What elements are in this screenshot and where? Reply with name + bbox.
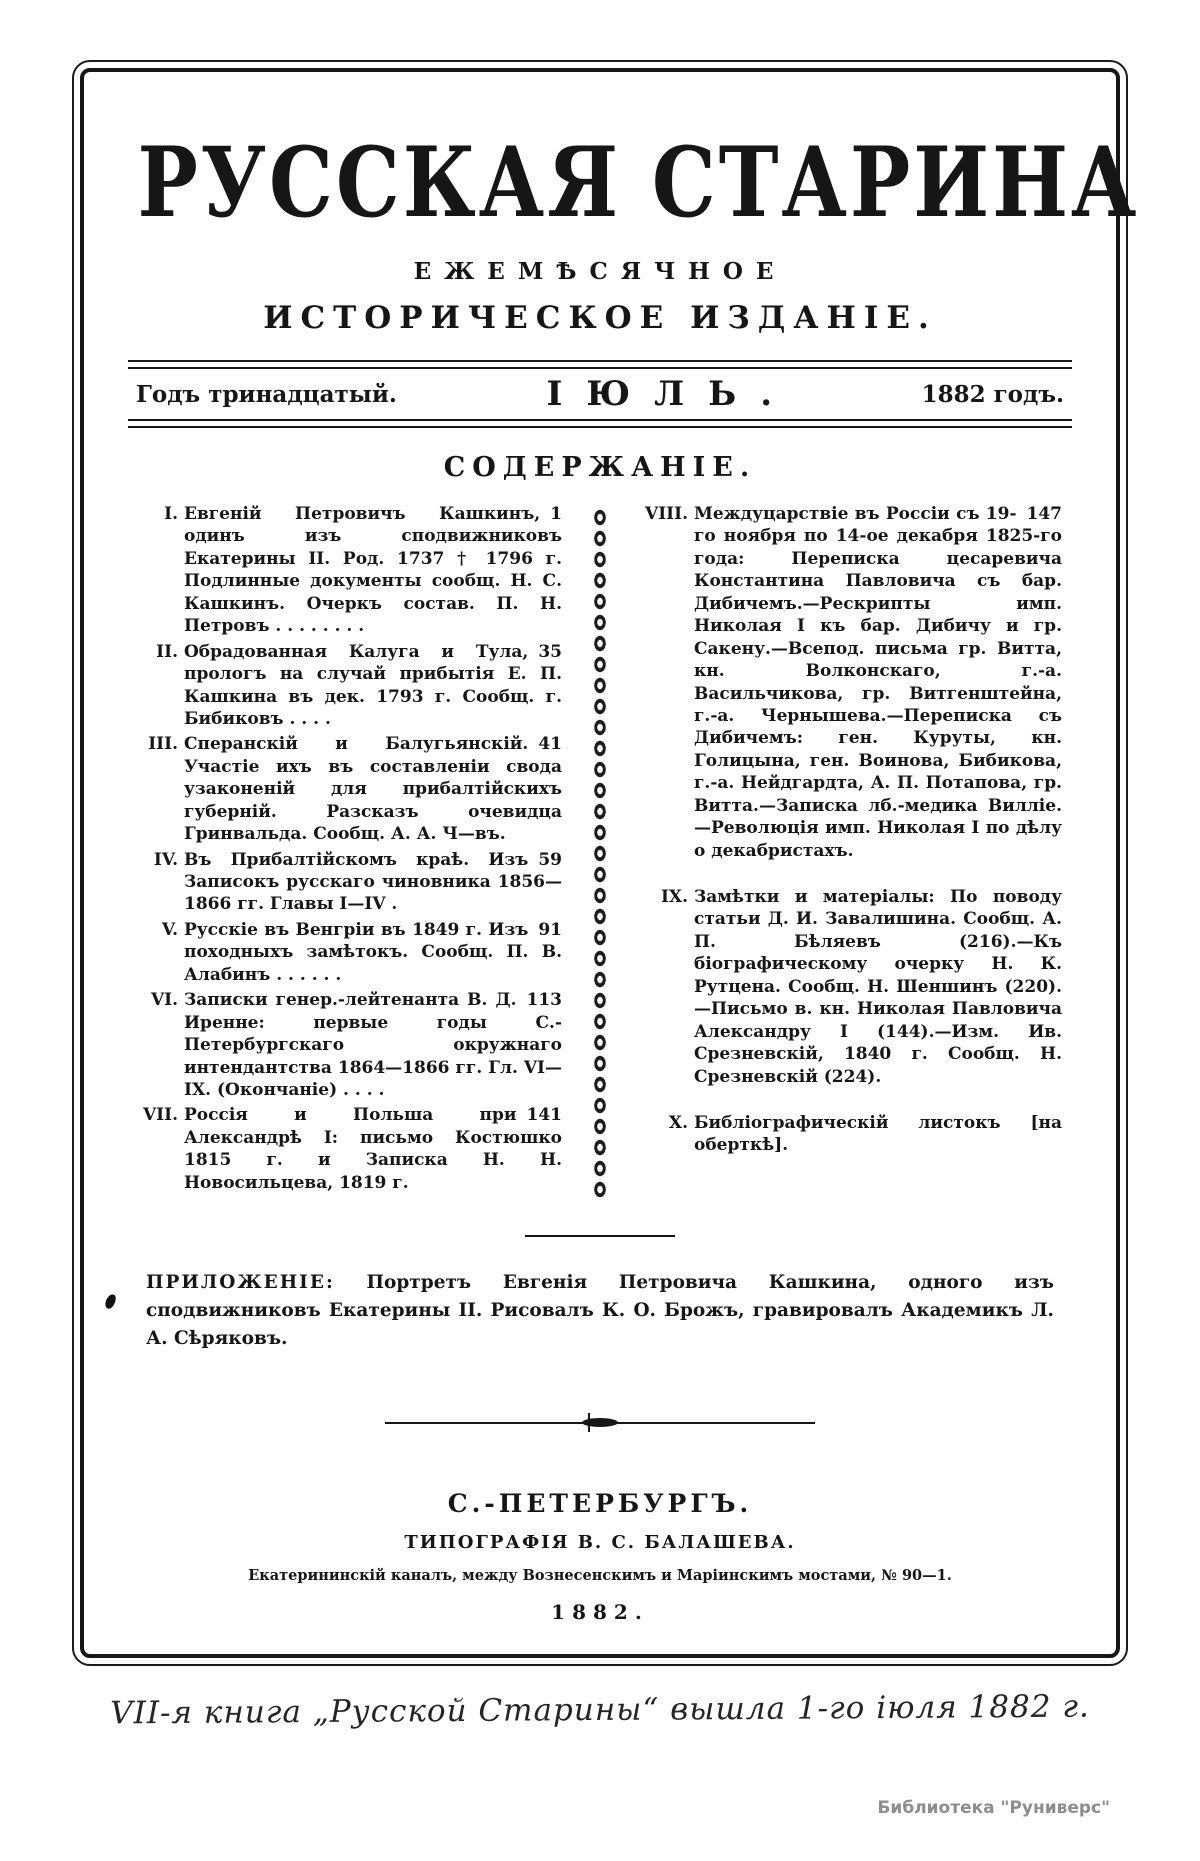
toc-item-text: Въ Прибалтійскомъ краѣ. Изъ Записокъ русскаго чиновника 1856—1866 гг. Главы I—IV . xyxy=(184,849,562,915)
issue-year: 1882 годъ. xyxy=(921,380,1064,408)
toc-item-page: 91 xyxy=(538,919,562,940)
contents-heading: СОДЕРЖАНІЕ. xyxy=(443,452,757,483)
journal-subtitle-frequency: ЕЖЕМѢСЯЧНОЕ xyxy=(413,258,787,285)
imprint-block xyxy=(128,1489,1072,1624)
toc-item xyxy=(138,919,562,986)
table-of-contents xyxy=(128,503,1072,1197)
column-divider-chain-ornament xyxy=(562,507,638,1197)
toc-item-text: Библіографическій листокъ [на оберткѣ]. xyxy=(694,1112,1062,1156)
imprint-address: Екатерининскій каналъ, между Вознесенскимъ и Маріинскимъ мостами, № 90—1. xyxy=(248,1567,952,1585)
toc-item-page: 35 xyxy=(538,641,562,662)
masthead xyxy=(128,126,1140,336)
toc-item-number: II. xyxy=(156,641,178,662)
ornament-line-left xyxy=(385,1422,579,1424)
appendix-note xyxy=(146,1269,1054,1352)
toc-item xyxy=(138,733,562,845)
imprint-city: С.-ПЕТЕРБУРГЪ. xyxy=(447,1489,753,1519)
toc-item-text: Записки генер.-лейтенанта В. Д. Иренне: первые годы С.-Петербургскаго окружнаго интендантства 1864—1866 гг. Гл. VI—IX. (Окончаніе) . . . . xyxy=(184,990,562,1100)
toc-item-number: V. xyxy=(161,919,178,940)
toc-item xyxy=(138,503,562,638)
appendix-text: Портретъ Евгенія Петровича Кашкина, одного изъ сподвижниковъ Екатерины II. Рисовалъ К. О. Брожъ, гравировалъ Академикъ Л. А. Сѣряковъ. xyxy=(146,1272,1054,1349)
toc-item-page: 41 xyxy=(538,734,562,755)
journal-title: РУССКАЯ СТАРИНА xyxy=(137,126,1140,240)
appendix-label: ПРИЛОЖЕНІЕ: xyxy=(146,1272,335,1294)
toc-item xyxy=(138,989,562,1101)
toc-item-text: Россія и Польша при Александрѣ I: письмо Костюшко 1815 г. и Записка Н. Н. Новосильцева, 1819 г. xyxy=(184,1105,562,1193)
ornament-divider xyxy=(385,1418,815,1427)
toc-item xyxy=(638,886,1062,1088)
double-rule-bottom xyxy=(128,419,1072,428)
toc-item-text: Обрадованная Калуга и Тула, прологъ на случай прибытія Е. П. Кашкина въ дек. 1793 г. Сообщ. г. Бибиковъ . . . . xyxy=(184,641,562,729)
toc-right-column xyxy=(638,503,1062,1197)
ornament-line-right xyxy=(621,1422,815,1424)
toc-item-number: IV. xyxy=(153,849,178,870)
toc-item-number: VI. xyxy=(150,990,178,1011)
imprint-printer: ТИПОГРАФІЯ В. С. БАЛАШЕВА. xyxy=(404,1532,796,1554)
toc-item-page: 113 xyxy=(526,990,562,1011)
toc-item-number: IX. xyxy=(660,887,688,907)
handwritten-note: VII-я книга „Русской Старины“ вышла 1-го іюля 1882 г. xyxy=(110,1688,1090,1732)
toc-item xyxy=(138,849,562,916)
library-watermark: Библиотека "Руниверс" xyxy=(877,1798,1110,1818)
page-frame xyxy=(72,60,1140,1666)
toc-item xyxy=(638,1112,1062,1157)
toc-item-text: Замѣтки и матеріалы: По поводу статьи Д. И. Завалишина. Сообщ. А. П. Бѣляевъ (216).—Къ біографическому очерку Н. К. Рутцена. Сообщ. Н. Шеншинъ (220).—Письмо в. кн. Николая Павловича Александру I (144).—Изм. Ив. Срезневскій, 1840 г. Сообщ. Н. Срезневскій (224). xyxy=(694,887,1062,1087)
toc-item-page: 59 xyxy=(538,849,562,870)
toc-item xyxy=(638,503,1062,862)
toc-item-text: Русскіе въ Венгріи въ 1849 г. Изъ походныхъ замѣтокъ. Сообщ. П. В. Алабинъ . . . . . . xyxy=(184,919,562,985)
toc-left-column xyxy=(138,503,562,1197)
ornament-center-lens xyxy=(582,1418,618,1427)
double-rule-top xyxy=(128,360,1072,369)
imprint-year: 1882. xyxy=(551,1600,649,1625)
toc-item xyxy=(138,1104,562,1194)
toc-item-number: III. xyxy=(148,734,178,755)
page-frame-inner xyxy=(80,68,1140,1658)
toc-item-text: Междуцарствіе въ Россіи съ 19-го ноября по 14-ое декабря 1825-го года: Переписка цесаревича Константина Павловича съ бар. Дибичемъ.—Рескрипты имп. Николая I къ бар. Дибичу и гр. Сакену.—Всепод. письма гр. Витта, кн. Волконскаго, г.-а. Васильчикова, гр. Витгенштейна, г.-а. Чернышева.—Переписка съ Дибичемъ: ген. Куруты, кн. Голицына, ген. Воинова, Бибикова, г.-а. Нейдгардта, А. П. Потапова, гр. Витта.—Записка лб.-медика Виллiе.—Революція имп. Николая I по дѣлу о декабристахъ. xyxy=(694,504,1062,861)
issue-year-ordinal: Годъ тринадцатый. xyxy=(136,380,397,408)
toc-item-text: Сперанскій и Балугьянскій. Участіе ихъ въ составленіи свода узаконеній для прибалтійскихъ губерній. Разсказъ очевидца Гринвальда. Сообщ. А. А. Ч—въ. xyxy=(184,734,562,845)
toc-item-number: I. xyxy=(164,504,178,524)
journal-subtitle-type: ИСТОРИЧЕСКОЕ ИЗДАНІЕ. xyxy=(263,300,937,336)
toc-item-page: 147 xyxy=(1026,504,1062,524)
toc-item-page: 141 xyxy=(526,1105,562,1126)
toc-item-number: X. xyxy=(668,1112,688,1133)
toc-item xyxy=(138,641,562,731)
toc-item-number: VII. xyxy=(142,1105,178,1126)
toc-item-page: 1 xyxy=(550,504,562,524)
section-divider-rule xyxy=(525,1235,675,1237)
toc-item-text: Евгеній Петровичъ Кашкинъ, одинъ изъ сподвижниковъ Екатерины II. Род. 1737 † 1796 г. Подлинные документы сообщ. Н. С. Кашкинъ. Очеркъ состав. П. Н. Петровъ . . . . . . . . xyxy=(184,504,562,637)
toc-item-number: VIII. xyxy=(645,504,688,524)
issue-month: ІЮЛЬ. xyxy=(546,374,797,414)
issue-bar xyxy=(128,369,1072,419)
